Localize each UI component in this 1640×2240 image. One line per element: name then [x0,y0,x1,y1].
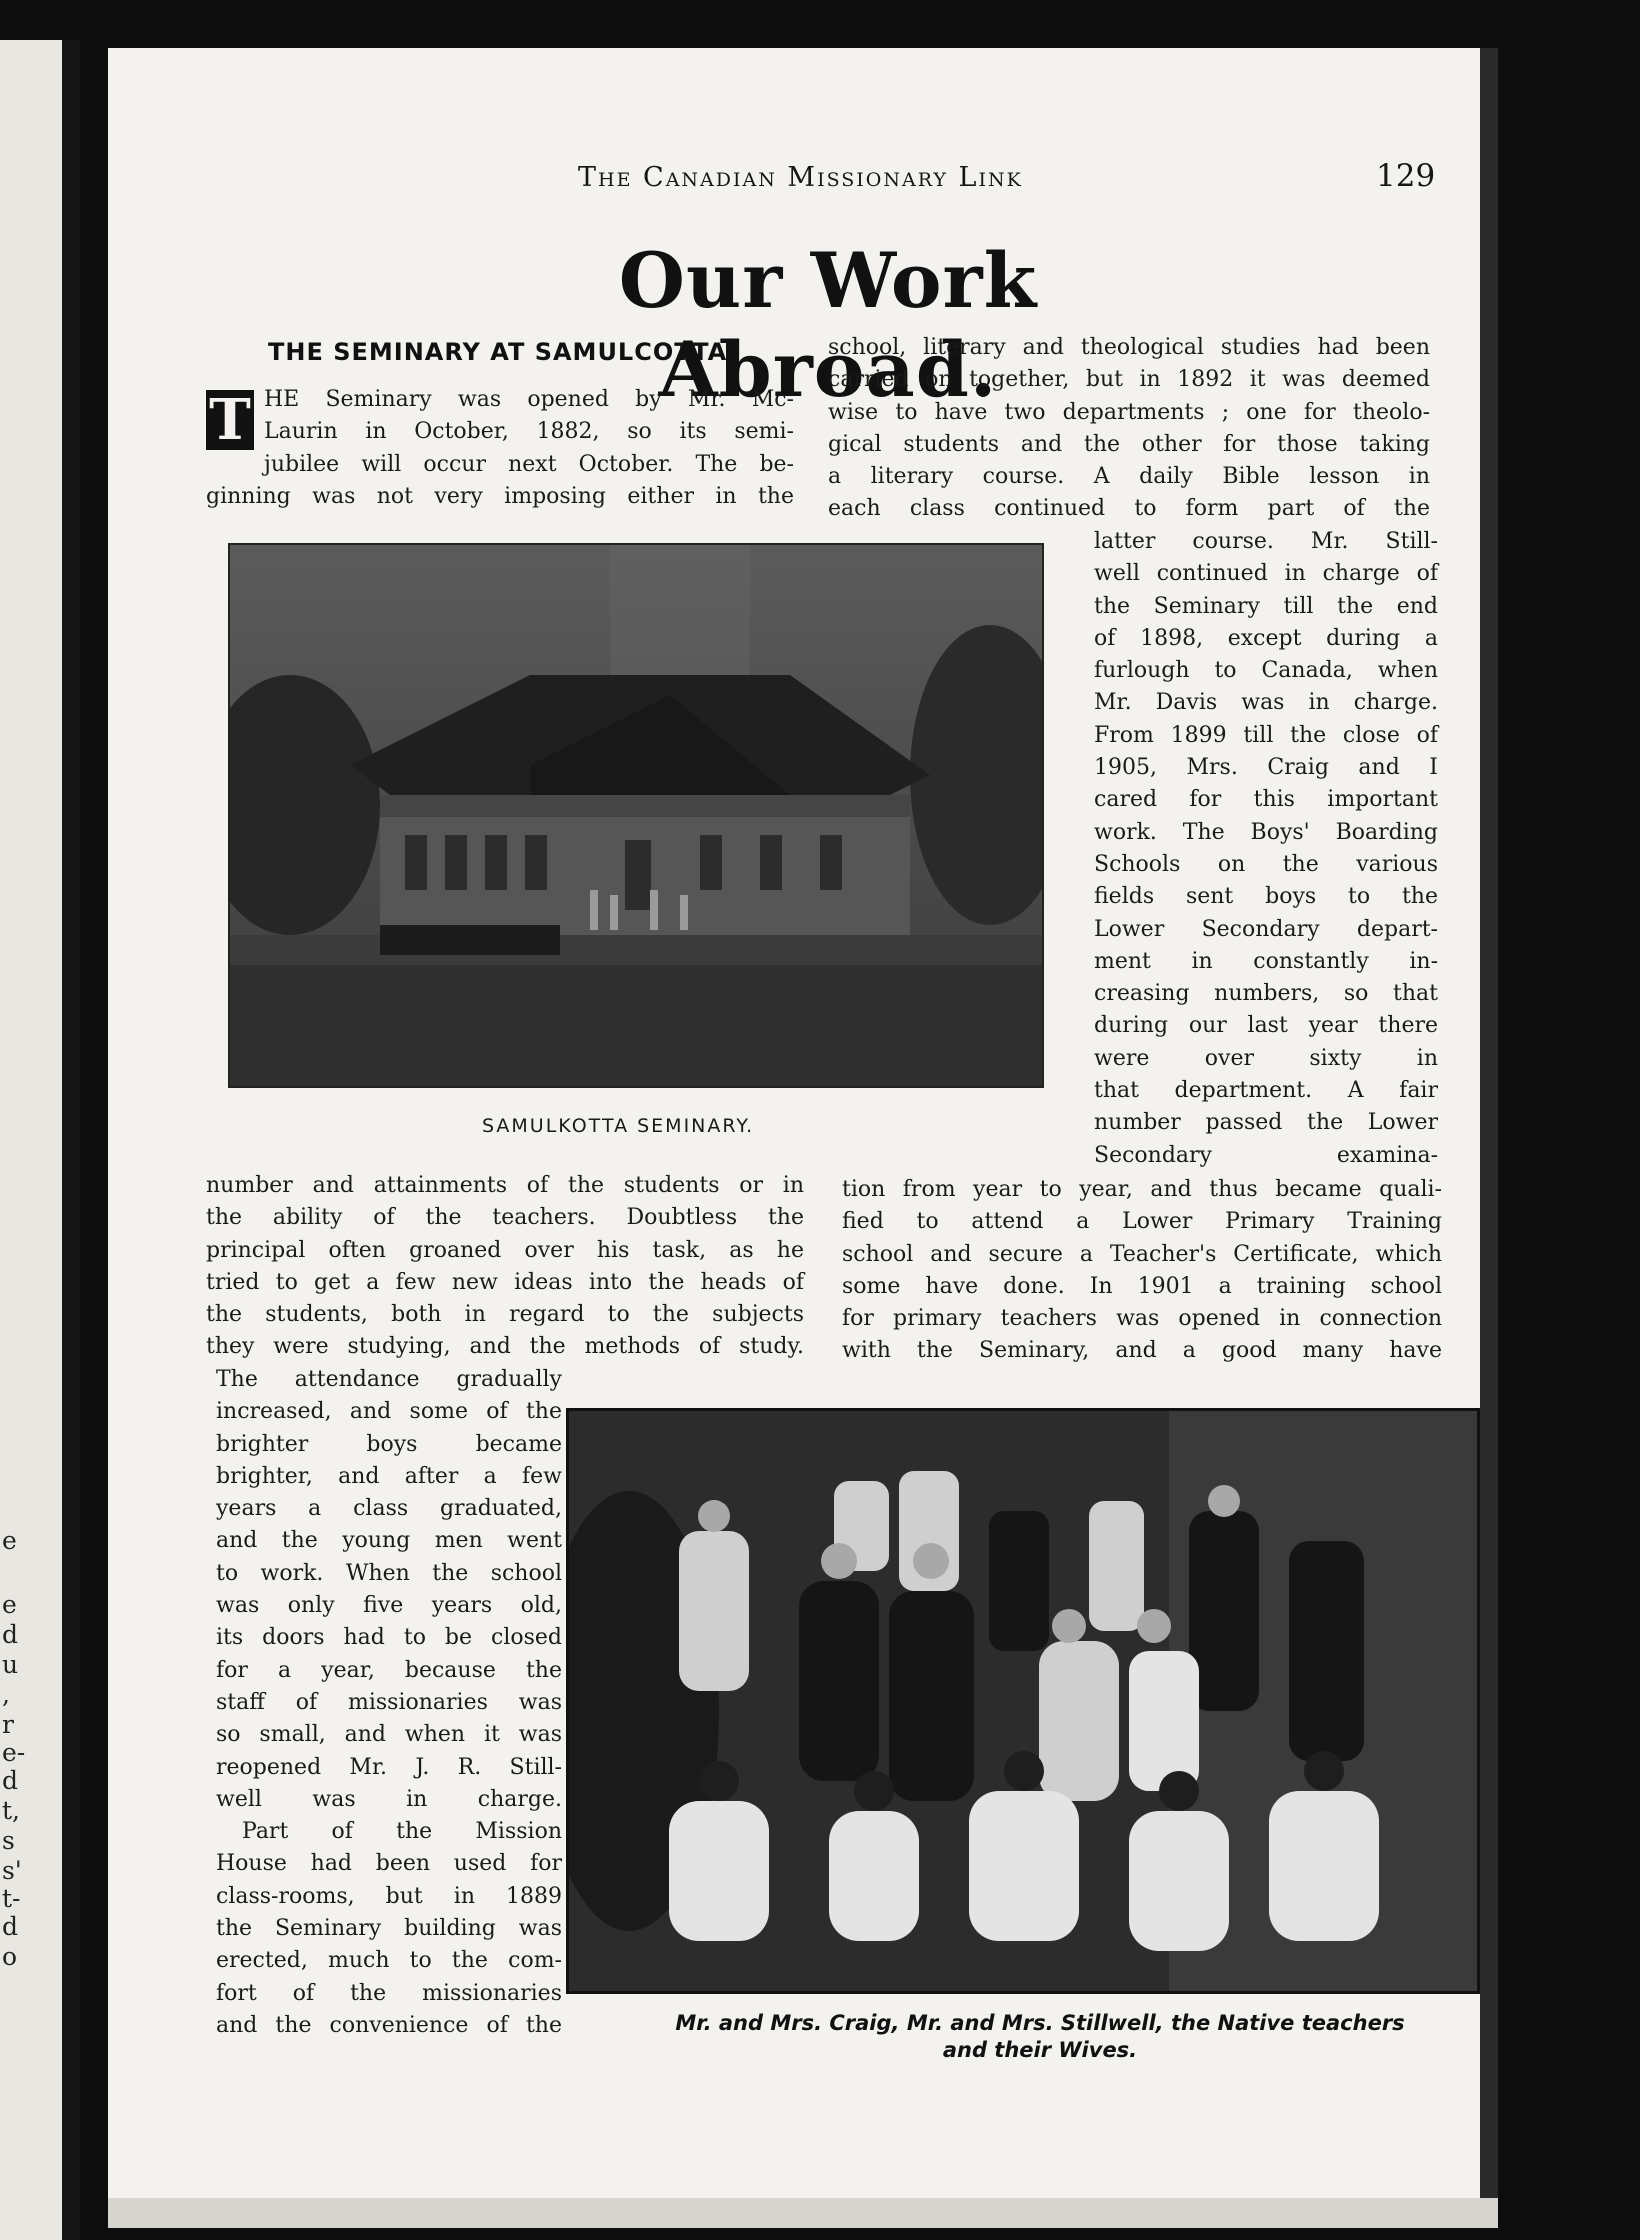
text-line: was only five years old, [216,1593,562,1619]
adjacent-page-text-fragment: s [2,1826,15,1855]
text-line: so small, and when it was [216,1722,562,1748]
text-line: that department. A fair [1094,1078,1438,1104]
adjacent-page-text-fragment: r [2,1710,14,1739]
text-line: were over sixty in [1094,1045,1438,1071]
text-line: principal often groaned over his task, as he [206,1237,804,1263]
adjacent-page-text-fragment: d [2,1912,19,1941]
text-line: Mr. Davis was in charge. [1094,690,1438,716]
text-line: with the Seminary, and a good many have [842,1338,1442,1364]
adjacent-page-text-fragment: e [2,1590,17,1619]
text-line: fort of the missionaries [216,1980,562,2006]
text-line: erected, much to the com- [216,1948,562,1974]
adjacent-page-text-fragment: s' [2,1856,22,1885]
text-line: tried to get a few new ideas into the heads of [206,1269,804,1295]
adjacent-page-text-fragment: d [2,1620,19,1649]
page-bottom-edge [108,2198,1498,2228]
text-line: to work. When the school [216,1560,562,1586]
seminary-photo [228,543,1044,1088]
running-head: The Canadian Missionary Link [578,162,1023,193]
adjacent-page-text-fragment: t, [2,1796,20,1825]
text-line: work. The Boys' Boarding [1094,819,1438,845]
left-column-narrow [216,1364,562,2042]
text-line: furlough to Canada, when [1094,658,1438,684]
text-line: some have done. In 1901 a training school [842,1273,1442,1299]
text-line: the Seminary till the end [1094,593,1438,619]
text-line: school and secure a Teacher's Certificate, which [842,1241,1442,1267]
text-line: creasing numbers, so that [1094,981,1438,1007]
text-line: number and attainments of the students or in [206,1173,804,1198]
intro-paragraph [206,384,794,513]
text-line: each class continued to form part of the [828,496,1430,522]
text-line: Part of the Mission [242,1819,562,1845]
text-line: school, literary and theological studies had been [828,335,1430,360]
page-title: Our Work Abroad. [618,236,1038,414]
left-column-middle [206,1170,804,1364]
seminary-photo-caption: SAMULKOTTA SEMINARY. [482,1115,755,1137]
text-line: and the convenience of the [216,2012,562,2038]
page-gutter [62,40,80,2240]
right-column-narrow [1094,526,1438,1172]
text-line: HE Seminary was opened by Mr. Mc- [264,387,794,412]
adjacent-page-text-fragment: d [2,1766,19,1795]
text-line: during our last year there [1094,1013,1438,1039]
missionaries-group-image [569,1411,1477,1991]
adjacent-page-text-fragment: t- [2,1884,21,1913]
text-line: Lower Secondary depart- [1094,916,1438,942]
text-line: ginning was not very imposing either in the [206,483,794,509]
text-line: fied to attend a Lower Primary Training [842,1209,1442,1235]
text-line: carried on together, but in 1892 it was deemed [828,367,1430,393]
text-line: latter course. Mr. Still- [1094,529,1438,554]
text-line: cared for this important [1094,787,1438,813]
text-line: brighter boys became [216,1431,562,1457]
text-line: Secondary examina- [1094,1142,1438,1168]
text-line: brighter, and after a few [216,1463,562,1489]
right-column-middle [842,1174,1442,1368]
text-line: its doors had to be closed [216,1625,562,1651]
group-photo-caption: Mr. and Mrs. Craig, Mr. and Mrs. Stillwell, the Native teachers and their Wives. [675,2011,1405,2062]
text-line: of 1898, except during a [1094,625,1438,651]
text-line: reopened Mr. J. R. Still- [216,1754,562,1780]
text-line: Schools on the various [1094,851,1438,877]
text-line: tion from year to year, and thus became quali- [842,1177,1442,1202]
text-line: for primary teachers was opened in connection [842,1306,1442,1332]
text-line: well continued in charge of [1094,561,1438,587]
text-line: jubilee will occur next October. The be- [264,451,794,477]
right-column-top [828,332,1430,526]
adjacent-page-text-fragment: u [2,1650,19,1679]
text-line: House had been used for [216,1851,562,1877]
text-line: class-rooms, but in 1889 [216,1883,562,1909]
text-line: ment in constantly in- [1094,948,1438,974]
page-edge-shadow [1480,48,1498,2198]
adjacent-page-text-fragment: , [2,1680,10,1709]
text-line: The attendance gradually [216,1367,562,1392]
seminary-building-image [230,545,1042,1086]
text-line: the students, both in regard to the subjects [206,1302,804,1328]
text-line: for a year, because the [216,1657,562,1683]
text-line: a literary course. A daily Bible lesson in [828,464,1430,490]
adjacent-page-text-fragment: o [2,1942,18,1971]
adjacent-page-edge [0,40,72,2240]
section-heading: THE SEMINARY AT SAMULCOTTA. [268,338,738,366]
text-line: Laurin in October, 1882, so its semi- [264,419,794,445]
text-line: wise to have two departments ; one for theolo- [828,399,1430,425]
text-line: well was in charge. [216,1786,562,1812]
text-line: staff of missionaries was [216,1689,562,1715]
group-photo [566,1408,1480,1994]
adjacent-page-text-fragment: e [2,1526,17,1555]
text-line: the Seminary building was [216,1916,562,1942]
text-line: From 1899 till the close of [1094,722,1438,748]
text-line: and the young men went [216,1528,562,1554]
text-line: 1905, Mrs. Craig and I [1094,755,1438,781]
text-line: gical students and the other for those taking [828,431,1430,457]
adjacent-page-text-fragment: e- [2,1738,26,1767]
text-line: number passed the Lower [1094,1110,1438,1136]
text-line: they were studying, and the methods of study. [206,1334,804,1360]
page-number: 129 [1376,158,1436,194]
text-line: increased, and some of the [216,1399,562,1425]
text-line: the ability of the teachers. Doubtless the [206,1205,804,1231]
drop-cap: T [206,390,254,450]
text-line: years a class graduated, [216,1496,562,1522]
text-line: fields sent boys to the [1094,884,1438,910]
